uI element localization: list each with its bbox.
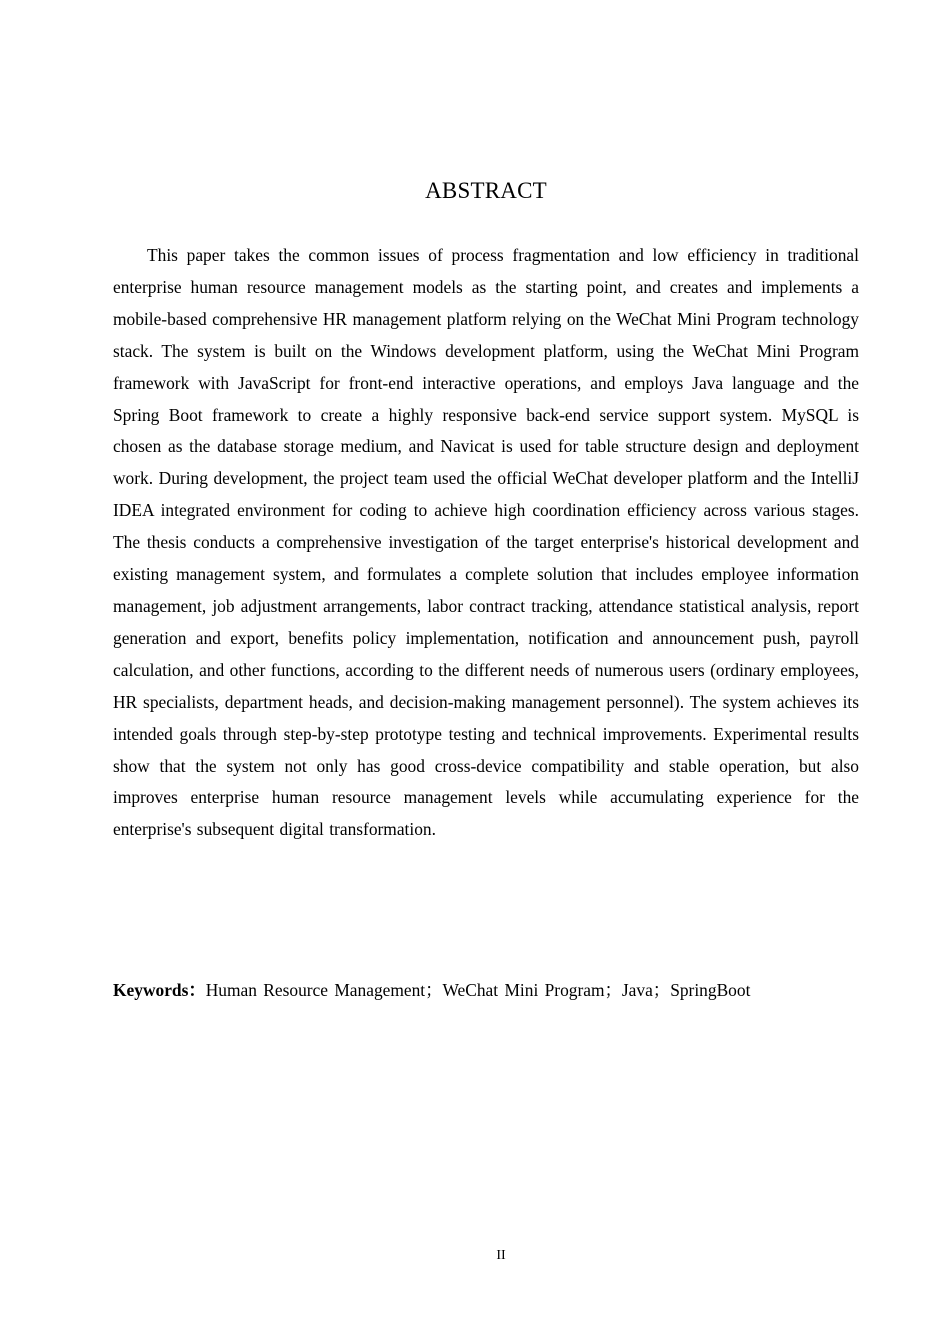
page-number: II (496, 1248, 506, 1263)
keywords-text: Human Resource Management；WeChat Mini Program；Java；SpringBoot (205, 980, 751, 1000)
keywords-line (113, 975, 873, 1005)
keywords-label: Keywords： (113, 980, 206, 1000)
abstract-title: ABSTRACT (425, 178, 547, 203)
abstract-body: This paper takes the common issues of process fragmentation and low efficiency in traditional enterprise human resource management models as the starting point, and creates and implements a mobile-based comprehensive HR management platform relying on the WeChat Mini Program technology stack. The system is built on the Windows development platform, using the WeChat Mini Program framework with JavaScript for front-end interactive operations, and employs Java language and the Spring Boot framework to create a highly responsive back-end service support system. MySQL is chosen as the database storage medium, and Navicat is used for table structure design and deployment work. During development, the project team used the official WeChat developer platform and the IntelliJ IDEA integrated environment for coding to achieve high coordination efficiency across various stages. The thesis conducts a comprehensive investigation of the target enterprise's historical development and existing management system, and formulates a complete solution that includes employee information management, job adjustment arrangements, labor contract tracking, attendance statistical analysis, report generation and export, benefits policy implementation, notification and announcement push, payroll calculation, and other functions, according to the different needs of numerous users (ordinary employees, HR specialists, department heads, and decision-making management personnel). The system achieves its intended goals through step-by-step prototype testing and technical improvements. Experimental results show that the system not only has good cross-device compatibility and stable operation, but also improves enterprise human resource management levels while accumulating experience for the enterprise's subsequent digital transformation. (113, 245, 859, 840)
